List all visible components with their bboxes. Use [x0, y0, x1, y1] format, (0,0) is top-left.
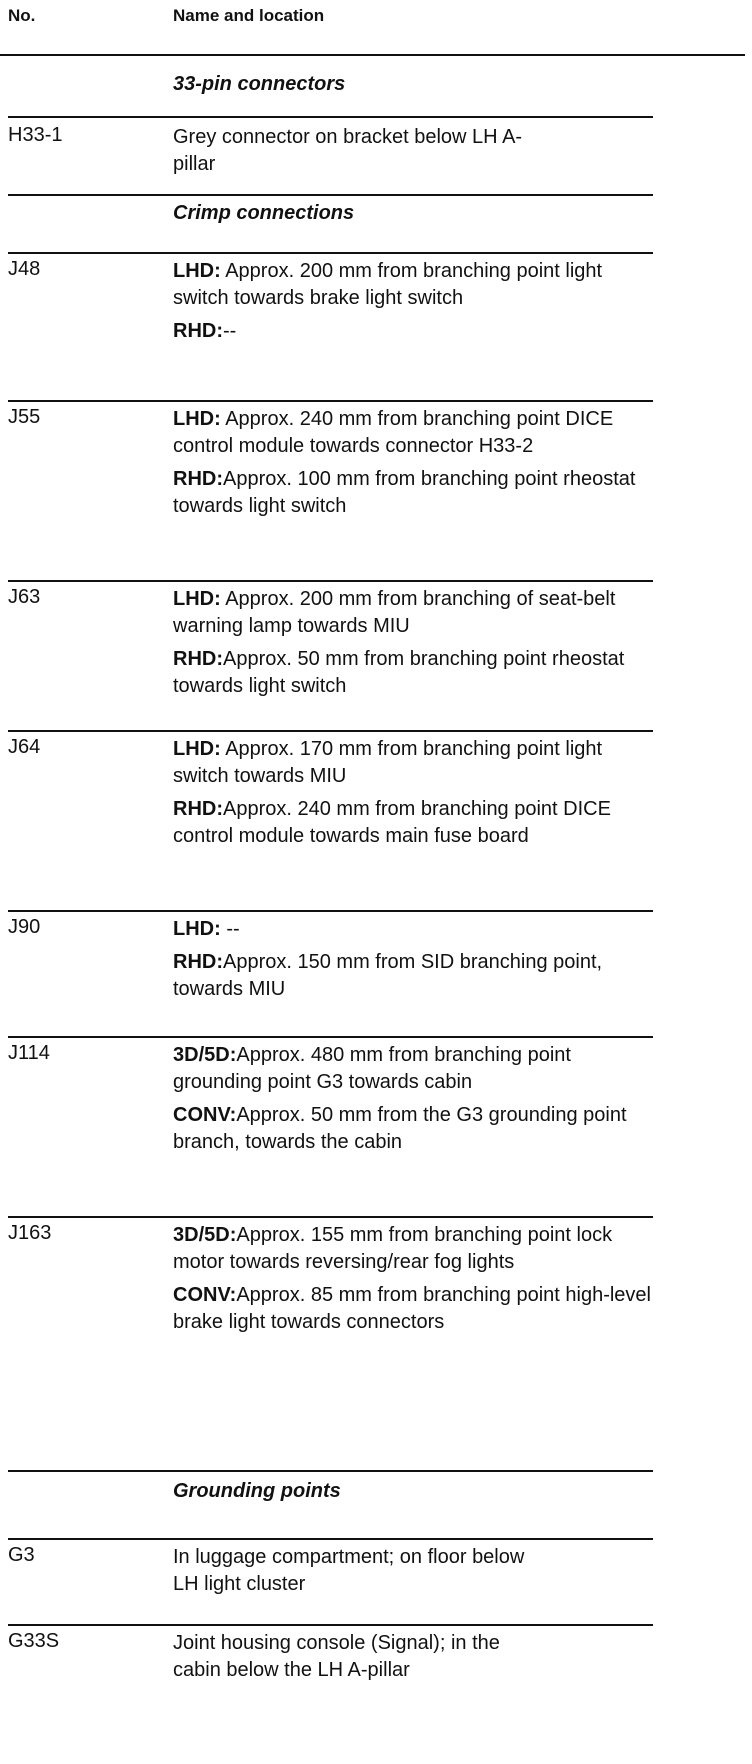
row-divider [8, 730, 653, 732]
row-divider [8, 910, 653, 912]
variant-label: LHD: [173, 918, 221, 940]
cell-description [173, 586, 653, 700]
variant-text: Approx. 480 mm from branching point grounding point G3 towards cabin [173, 1044, 571, 1093]
variant-text: Approx. 50 mm from branching point rheostat towards light switch [173, 648, 625, 697]
variant-text: Approx. 200 mm from branching of seat-belt warning lamp towards MIU [173, 588, 616, 637]
row-divider [8, 1624, 653, 1626]
variant-label: RHD: [173, 798, 223, 820]
cell-no: J63 [8, 586, 41, 608]
description-line: Grey connector on bracket below LH A- [173, 126, 523, 148]
row-divider [8, 116, 653, 118]
variant-text: Approx. 155 mm from branching point lock motor towards reversing/rear fog lights [173, 1224, 613, 1273]
description-line: pillar [173, 153, 216, 175]
cell-no: J64 [8, 736, 41, 758]
row-divider [8, 1216, 653, 1218]
header-divider [0, 54, 745, 56]
variant-label: CONV: [173, 1104, 237, 1126]
variant-label: LHD: [173, 738, 221, 760]
variant-label: CONV: [173, 1284, 237, 1306]
cell-no: G3 [8, 1544, 35, 1566]
row-divider [8, 194, 653, 196]
cell-description [173, 1544, 653, 1598]
column-header-no: No. [8, 6, 36, 25]
description-line: cabin below the LH A-pillar [173, 1659, 410, 1681]
variant-text: -- [220, 918, 240, 940]
table-header [0, 6, 752, 30]
variant-label: 3D/5D: [173, 1044, 237, 1066]
variant-text: Approx. 50 mm from the G3 grounding point branch, towards the cabin [173, 1104, 627, 1153]
cell-description [173, 406, 653, 520]
variant-label: LHD: [173, 260, 221, 282]
cell-no: J48 [8, 258, 41, 280]
cell-no: G33S [8, 1630, 60, 1652]
section-title-33-pin: 33-pin connectors [173, 73, 346, 95]
column-header-name: Name and location [173, 6, 325, 25]
cell-no: J90 [8, 916, 41, 938]
row-divider [8, 1470, 653, 1472]
variant-label: RHD: [173, 648, 223, 670]
cell-no: H33-1 [8, 124, 63, 146]
row-divider [8, 1036, 653, 1038]
variant-label: RHD: [173, 320, 223, 342]
variant-label: RHD: [173, 468, 223, 490]
cell-no: J163 [8, 1222, 52, 1244]
description-line: Joint housing console (Signal); in the [173, 1632, 500, 1654]
variant-label: LHD: [173, 408, 221, 430]
variant-text: Approx. 170 mm from branching point light switch towards MIU [173, 738, 603, 787]
cell-description [173, 1222, 653, 1336]
row-divider [8, 400, 653, 402]
cell-description [173, 1630, 653, 1684]
cell-description [173, 1042, 653, 1156]
row-divider [8, 252, 653, 254]
variant-text: -- [223, 320, 237, 342]
variant-label: LHD: [173, 588, 221, 610]
cell-description [173, 124, 653, 178]
variant-text: Approx. 240 mm from branching point DICE control module towards main fuse board [173, 798, 611, 847]
variant-label: 3D/5D: [173, 1224, 237, 1246]
cell-no: J114 [8, 1042, 50, 1064]
cell-no: J55 [8, 406, 41, 428]
variant-text: Approx. 200 mm from branching point light switch towards brake light switch [173, 260, 603, 309]
row-divider [8, 580, 653, 582]
section-title-grounding: Grounding points [173, 1480, 341, 1502]
row-divider [8, 1538, 653, 1540]
section-title-crimp: Crimp connections [173, 202, 355, 224]
variant-text: Approx. 100 mm from branching point rheostat towards light switch [173, 468, 636, 517]
variant-label: RHD: [173, 951, 223, 973]
variant-text: Approx. 150 mm from SID branching point, towards MIU [173, 951, 603, 1000]
description-line: LH light cluster [173, 1573, 306, 1595]
cell-description [173, 916, 653, 1003]
cell-description [173, 258, 653, 345]
description-line: In luggage compartment; on floor below [173, 1546, 525, 1568]
variant-text: Approx. 85 mm from branching point high-level brake light towards connectors [173, 1284, 651, 1333]
variant-text: Approx. 240 mm from branching point DICE control module towards connector H33-2 [173, 408, 614, 457]
cell-description [173, 736, 653, 850]
